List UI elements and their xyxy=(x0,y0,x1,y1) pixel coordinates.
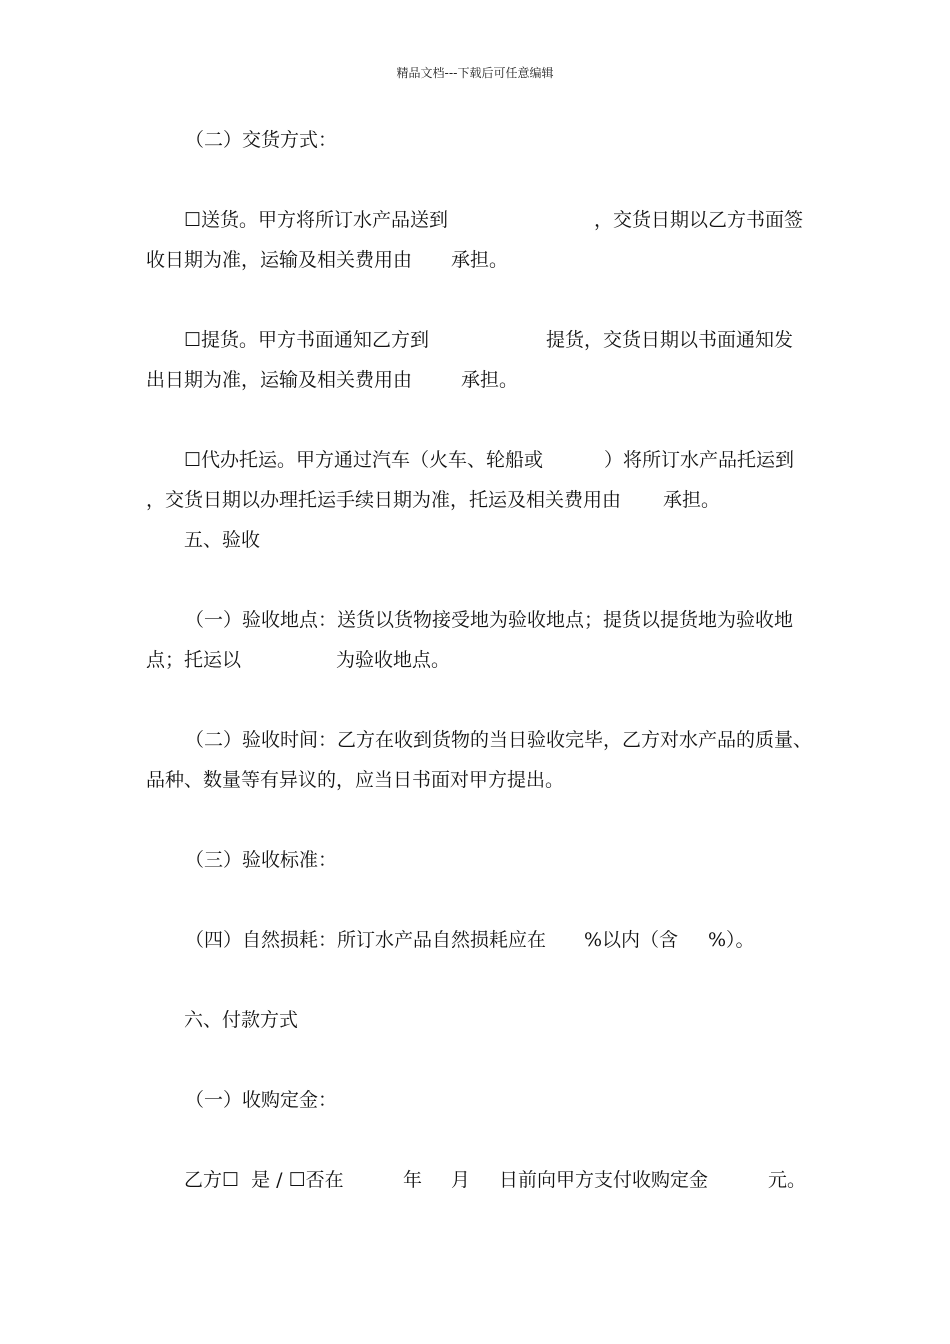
delivery-option-send-text: ☐送货。甲方将所订水产品送到 xyxy=(184,209,449,231)
natural-loss-text: （四）自然损耗：所订水产品自然损耗应在 xyxy=(185,929,547,951)
inspection-location-line2-end: 为验收地点。 xyxy=(336,649,451,671)
deposit-month: 月 xyxy=(451,1169,471,1191)
delivery-option-pickup-text: ☐提货。甲方书面通知乙方到 xyxy=(184,329,430,351)
deposit-year: 年 xyxy=(403,1169,423,1191)
natural-loss-percent-end: %）。 xyxy=(708,929,755,951)
delivery-option-pickup-text-cont: 提货，交货日期以书面通知发 xyxy=(546,329,794,351)
page-header: 精品文档---下载后可任意编辑 xyxy=(396,66,554,80)
deposit-day-text: 日前向甲方支付收购定金 xyxy=(499,1169,709,1191)
delivery-option-send-line2-end: 承担。 xyxy=(451,249,509,271)
delivery-option-send-line2: 收日期为准，运输及相关费用由 xyxy=(146,249,413,271)
delivery-option-pickup-line2: 出日期为准，运输及相关费用由 xyxy=(146,369,413,391)
deposit-heading: （一）收购定金： xyxy=(185,1089,338,1111)
deposit-yuan: 元。 xyxy=(768,1169,807,1191)
deposit-text: 乙方☐ 是 / ☐否在 xyxy=(184,1169,344,1191)
section-5-heading: 五、验收 xyxy=(184,529,261,551)
delivery-option-consign-line2-end: 承担。 xyxy=(663,489,721,511)
inspection-location-line2: 点；托运以 xyxy=(146,649,242,671)
delivery-option-send-text-cont: ，交货日期以乙方书面签 xyxy=(594,209,804,231)
delivery-option-consign-line2: ，交货日期以办理托运手续日期为准，托运及相关费用由 xyxy=(146,489,622,511)
section-6-heading: 六、付款方式 xyxy=(184,1009,299,1031)
delivery-option-consign-text-cont: ）将所订水产品托运到 xyxy=(604,449,795,471)
inspection-location-text: （一）验收地点：送货以货物接受地为验收地点；提货以提货地为验收地 xyxy=(185,609,794,631)
delivery-option-pickup-line2-end: 承担。 xyxy=(461,369,519,391)
natural-loss-percent: %以内（含 xyxy=(584,929,679,951)
section-delivery-method: （二）交货方式： xyxy=(185,129,338,151)
inspection-time-line2: 品种、数量等有异议的，应当日书面对甲方提出。 xyxy=(146,769,565,791)
inspection-time-text: （二）验收时间：乙方在收到货物的当日验收完毕，乙方对水产品的质量、 xyxy=(185,729,813,751)
inspection-standard-text: （三）验收标准： xyxy=(185,849,338,871)
delivery-option-consign-text: ☐代办托运。甲方通过汽车（火车、轮船或 xyxy=(184,449,544,471)
